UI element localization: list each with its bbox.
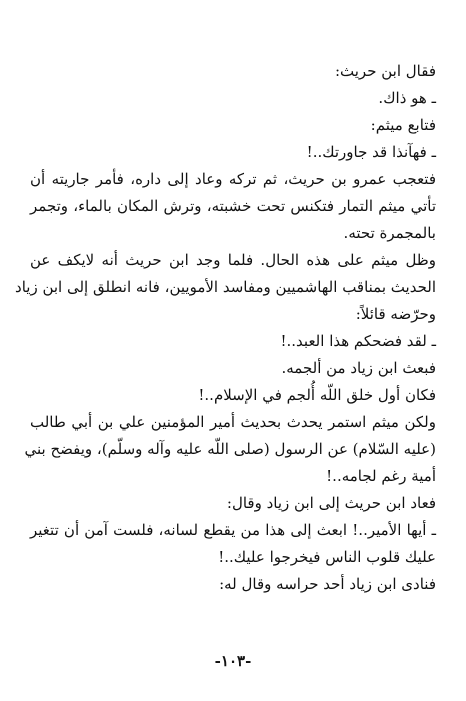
text-line: وحرّضه قائلاً: — [355, 305, 436, 323]
text-line: بالمجمرة تحته. — [343, 224, 436, 242]
text-line: الحديث بمناقب الهاشميين ومفاسد الأمويين، فانه انطلق إلى ابن زياد — [15, 278, 436, 296]
text-line: فنادى ابن زياد أحد حراسه وقال له: — [219, 575, 436, 593]
text-line: فقال ابن حريث: — [334, 62, 436, 80]
text-line: ـ فهآنذا قد جاورتك..! — [306, 143, 436, 161]
text-line: ولكن ميثم استمر يحدث بحديث أمير المؤمنين علي بن أبي طالب — [30, 413, 436, 431]
page-number: -١٠٣- — [214, 652, 252, 670]
text-line: فبعث ابن زياد من ألجمه. — [281, 359, 436, 377]
text-line: ـ لقد فضحكم هذا العبد..! — [280, 332, 436, 350]
text-line: فتابع ميثم: — [370, 116, 436, 134]
text-line: (عليه السّلام) عن الرسول (صلى اللّه عليه وآله وسلّم)، ويفضح بني — [24, 440, 436, 458]
text-line: فتعجب عمرو بن حريث، ثم تركه وعاد إلى داره، فأمر جاريته أن — [30, 170, 436, 188]
text-line: وظل ميثم على هذه الحال. فلما وجد ابن حريث أنه لايكف عن — [30, 251, 436, 269]
text-line: فعاد ابن حريث إلى ابن زياد وقال: — [226, 494, 436, 512]
text-line: فكان أول خلق اللّه أُلجم في الإسلام..! — [198, 386, 436, 404]
text-line: عليك قلوب الناس فيخرجوا عليك..! — [218, 548, 436, 566]
text-line: أمية رغم لجامه..! — [326, 467, 436, 485]
text-line: ـ هو ذاك. — [378, 89, 436, 107]
text-line: ـ أيها الأمير..! ابعث إلى هذا من يقطع لسانه، فلست آمن أن تتغير — [30, 521, 436, 539]
text-line: تأتي ميثم التمار فتكنس تحت خشبته، وترش المكان بالماء، وتجمر — [30, 197, 436, 215]
